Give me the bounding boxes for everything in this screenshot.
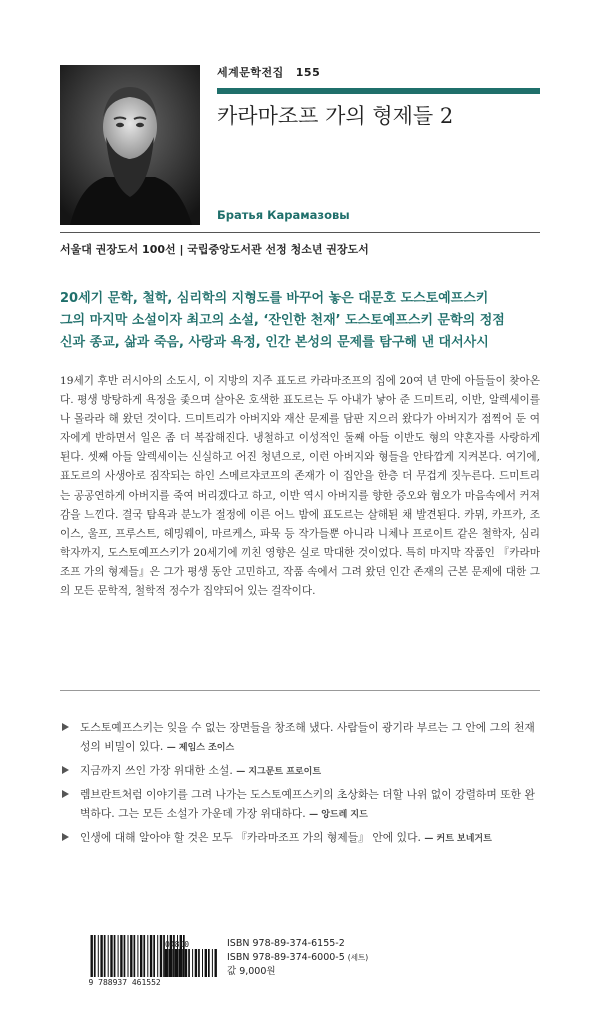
quote-item [60,785,540,825]
barcode-bar [208,949,210,977]
headline-block [60,288,540,354]
barcode-bar [188,949,190,977]
barcode-bar [153,935,155,977]
series-number: 155 [295,66,321,79]
isbn-line-1: ISBN 978-89-374-6155-2 [227,938,345,949]
original-title: Братья Карамазовы [217,208,350,222]
headline-line: 신과 종교, 삶과 죽음, 사랑과 욕정, 인간 본성의 문제를 탐구해 낸 대서사시 [60,335,489,350]
barcode-bar [104,935,106,977]
barcode-bar [143,935,145,977]
barcode-bar [205,949,207,977]
portrait-illustration [60,65,200,225]
barcode-bar [165,949,167,977]
quote-item [60,718,540,758]
barcode-bar [198,949,200,977]
series-name: 세계문학전집 [217,66,284,79]
barcode-bar [147,935,148,977]
triangle-bullet-icon [62,833,69,841]
barcode-bar [157,935,158,977]
addon-barcode [163,939,218,979]
quote-text: 인생에 대해 알아야 할 것은 모두 『카라마조프 가의 형제들』 안에 있다. [80,831,421,844]
barcode-digits: 9 788937 461552 [88,978,161,987]
barcode-bar [130,935,132,977]
isbn-line-2: ISBN 978-89-374-6000-5 [227,952,345,963]
quote-item [60,828,540,849]
headline-line: 20세기 문학, 철학, 심리학의 지형도를 바꾸어 놓은 대문호 도스토예프스키 [60,291,489,306]
price: 값 9,000원 [227,966,276,977]
quote-author: — 제임스 조이스 [166,743,235,753]
isbn-set-label: (세트) [347,953,369,962]
headline-line: 그의 마지막 소설이자 최고의 소설, ‘잔인한 천재’ 도스토예프스키 문학의 정점 [60,313,505,328]
barcode-bar [140,935,142,977]
barcode-bar [137,935,138,977]
divider-top [60,232,540,233]
barcode-bar [215,949,217,977]
barcode-bar [120,935,122,977]
barcode-bar [212,949,213,977]
barcode-bar [114,935,116,977]
triangle-bullet-icon [62,766,69,774]
quote-text: 지금까지 쓰인 가장 위대한 소설. [80,764,233,777]
triangle-bullet-icon [62,723,69,731]
barcode-bar [94,935,96,977]
barcode-bar [182,949,183,977]
barcode-bar [168,949,170,977]
barcode-bar [91,935,93,977]
barcode-bar [128,935,129,977]
barcode-bar [185,949,187,977]
quote-list [60,718,540,852]
barcode-bar [192,949,193,977]
isbn-block [227,937,368,979]
barcode-bar [175,949,177,977]
author-portrait [60,65,200,225]
barcode-bar [172,949,173,977]
quote-author: — 앙드레 지드 [309,810,368,820]
divider-quotes [60,690,540,691]
barcode-bar [108,935,109,977]
barcode-bar [98,935,99,977]
quote-text: 도스토예프스키는 잊을 수 없는 장면들을 창조해 냈다. 사람들이 광기라 부르는 그 안에 그의 천재성의 비밀이 있다. [80,721,535,753]
series-label [217,64,320,80]
quote-author: — 커트 보네거트 [424,834,492,844]
barcode-bar [195,949,197,977]
barcode-bar [202,949,203,977]
addon-digits: 04800 [165,940,190,949]
triangle-bullet-icon [62,790,69,798]
barcode-bar [100,935,102,977]
barcode-bar [134,935,136,977]
quote-author: — 지그문트 프로이트 [236,767,322,777]
synopsis-text: 19세기 후반 러시아의 소도시, 이 지방의 지주 표도르 카라마조프의 집에 20여 년 만에 아들들이 찾아온다. 평생 방탕하게 욕정을 좇으며 살아온 호색한 표도르는 두 아내가 낳아 준 드미트리, 이반, 알렉세이를 나 몰라라 해 왔던 것이다. 드미트리가 아버지와 재산 문제를 담판 지으러 왔다가 아버지가 점찍어 둔 여자에게 반하면서 일은 좀 더 복잡해진다. 냉철하고 이성적인 둘째 아들 이반도 형의 약혼자를 사랑하게 된다. 셋째 아들 알렉세이는 신실하고 어진 청년으로, 이런 아버지와 형들을 안타깝게 지켜본다. 여기에, 표도르의 사생아로 짐작되는 하인 스메르쟈코프의 존재가 이 집안을 한층 더 무겁게 짓누른다. 드미트리는 공공연하게 아버지를 죽여 버리겠다고 하고, 이반 역시 아버지를 향한 증오와 혐오가 마음속에서 커져 감을 느낀다. 결국 탐욕과 분노가 절정에 이른 어느 밤에 표도르는 살해된 채 발견된다. 카뮈, 카프카, 조이스, 울프, 프루스트, 헤밍웨이, 마르케스, 파묵 등 작가들뿐 아니라 니체나 프로이트 같은 철학자, 심리학자까지, 도스토예프스키가 20세기에 끼친 영향은 실로 막대한 것이었다. 특히 마지막 작품인 『카라마조프 가의 형제들』은 그가 평생 동안 고민하고, 작품 속에서 그려 왔던 인간 존재의 근본 문제에 대한 그의 모든 문학적, 철학적 정수가 집약되어 있는 걸작이다. [60,375,540,598]
quote-item [60,761,540,782]
barcode-bar [118,935,119,977]
barcode-bar [150,935,152,977]
quote-text: 렘브란트처럼 이야기를 그려 나가는 도스토예프스키의 초상화는 더할 나위 없이 강렬하며 또한 완벽하다. 그는 모든 소설가 가운데 가장 위대하다. [80,788,535,820]
book-title: 카라마조프 가의 형제들 2 [217,104,454,128]
barcode-bar [110,935,112,977]
barcode-bar [178,949,180,977]
barcode-bar [160,935,162,977]
award-line: 서울대 권장도서 100선 | 국립중앙도서관 선정 청소년 권장도서 [60,243,369,256]
title-accent-bar [217,88,540,94]
barcode-bar [124,935,126,977]
